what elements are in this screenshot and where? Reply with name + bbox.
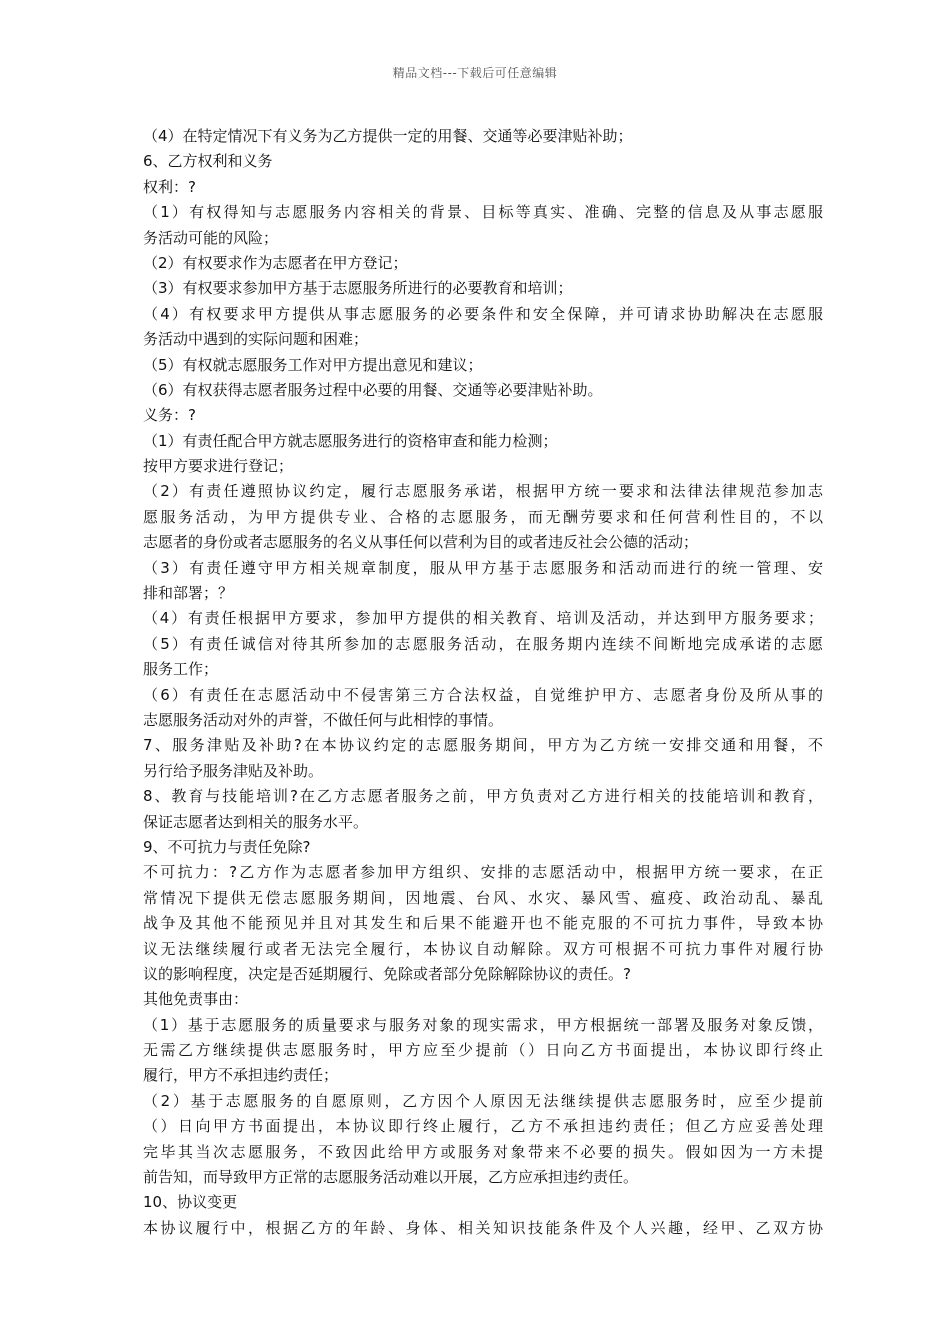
text-line: 义务：?	[143, 406, 196, 425]
text-line: （3）有责任遵守甲方相关规章制度，服从甲方基于志愿服务和活动而进行的统一管理、安	[143, 558, 823, 577]
text-line: （5）有责任诚信对待其所参加的志愿服务活动，在服务期内连续不间断地完成承诺的志愿	[143, 634, 823, 653]
text-line: （）日向甲方书面提出，本协议即行终止履行，乙方不承担违约责任；但乙方应妥善处理	[143, 1117, 823, 1136]
text-line: 保证志愿者达到相关的服务水平。	[143, 812, 369, 831]
text-line: （2）有权要求作为志愿者在甲方登记；	[143, 253, 408, 272]
text-line: 愿服务活动，为甲方提供专业、合格的志愿服务，而无酬劳要求和任何营利性目的，不以	[143, 507, 823, 526]
text-line: 服务工作；	[143, 660, 219, 679]
text-line: 战争及其他不能预见并且对其发生和后果不能避开也不能克服的不可抗力事件，导致本协	[143, 914, 823, 933]
text-line: （4）有权要求甲方提供从事志愿服务的必要条件和安全保障，并可请求协助解决在志愿服	[143, 304, 823, 323]
section-heading: 8、教育与技能培训?在乙方志愿者服务之前，甲方负责对乙方进行相关的技能培训和教育，	[143, 787, 823, 806]
text-line: 议无法继续履行或者无法完全履行，本协议自动解除。双方可根据不可抗力事件对履行协	[143, 939, 823, 958]
text-line: （5）有权就志愿服务工作对甲方提出意见和建议；	[143, 355, 483, 374]
text-line: 按甲方要求进行登记；	[143, 457, 294, 476]
text-line: 排和部署；？	[143, 584, 234, 603]
text-line: （2）基于志愿服务的自愿原则，乙方因个人原因无法继续提供志愿服务时，应至少提前	[143, 1091, 823, 1110]
text-line: 常情况下提供无偿志愿服务期间，因地震、台风、水灾、暴风雪、瘟疫、政治动乱、暴乱	[143, 888, 823, 907]
text-line: 无需乙方继续提供志愿服务时，甲方应至少提前（）日向乙方书面提出，本协议即行终止	[143, 1041, 823, 1060]
text-line: 志愿者的身份或者志愿服务的名义从事任何以营利为目的或者违反社会公德的活动；	[143, 533, 699, 552]
text-line: 另行给予服务津贴及补助。	[143, 761, 324, 780]
text-line: （1）基于志愿服务的质量要求与服务对象的现实需求，甲方根据统一部署及服务对象反馈，	[143, 1015, 823, 1034]
text-line: （4）在特定情况下有义务为乙方提供一定的用餐、交通等必要津贴补助；	[143, 127, 633, 145]
text-line: 不可抗力：?乙方作为志愿者参加甲方组织、安排的志愿活动中，根据甲方统一要求，在正	[143, 863, 823, 882]
text-line: 其他免责事由：	[143, 990, 249, 1009]
text-line: 本协议履行中，根据乙方的年龄、身体、相关知识技能条件及个人兴趣，经甲、乙双方协	[143, 1218, 823, 1237]
text-line: （2）有责任遵照协议约定，履行志愿服务承诺，根据甲方统一要求和法律法律规范参加志	[143, 482, 823, 501]
text-line: （1）有责任配合甲方就志愿服务进行的资格审查和能力检测；	[143, 431, 558, 450]
text-line: 务活动中遇到的实际问题和困难；	[143, 330, 369, 349]
text-line: 务活动可能的风险；	[143, 228, 279, 247]
text-line: 权利：?	[143, 177, 196, 196]
text-line: （6）有权获得志愿者服务过程中必要的用餐、交通等必要津贴补助。	[143, 380, 603, 399]
section-heading: 9、不可抗力与责任免除?	[143, 837, 311, 856]
page-header: 精品文档---下载后可任意编辑	[392, 66, 558, 80]
text-line: （6）有责任在志愿活动中不侵害第三方合法权益，自觉维护甲方、志愿者身份及所从事的	[143, 685, 823, 704]
document-body	[143, 124, 823, 1241]
section-heading: 6、乙方权利和义务	[143, 152, 273, 171]
section-heading: 7、服务津贴及补助?在本协议约定的志愿服务期间，甲方为乙方统一安排交通和用餐，不	[143, 736, 823, 755]
text-line: 前告知，而导致甲方正常的志愿服务活动难以开展，乙方应承担违约责任。	[143, 1168, 639, 1187]
text-line: （4）有责任根据甲方要求，参加甲方提供的相关教育、培训及活动，并达到甲方服务要求；	[143, 609, 823, 628]
text-line: 志愿服务活动对外的声誉，不做任何与此相悖的事情。	[143, 710, 504, 729]
text-line: （1）有权得知与志愿服务内容相关的背景、目标等真实、准确、完整的信息及从事志愿服	[143, 203, 823, 222]
text-line: （3）有权要求参加甲方基于志愿服务所进行的必要教育和培训；	[143, 279, 573, 298]
text-line: 履行，甲方不承担违约责任；	[143, 1066, 339, 1085]
text-line: 议的影响程度，决定是否延期履行、免除或者部分免除解除协议的责任。?	[143, 964, 631, 983]
section-heading: 10、协议变更	[143, 1193, 238, 1212]
text-line: 完毕其当次志愿服务，不致因此给甲方或服务对象带来不必要的损失。假如因为一方未提	[143, 1142, 823, 1161]
